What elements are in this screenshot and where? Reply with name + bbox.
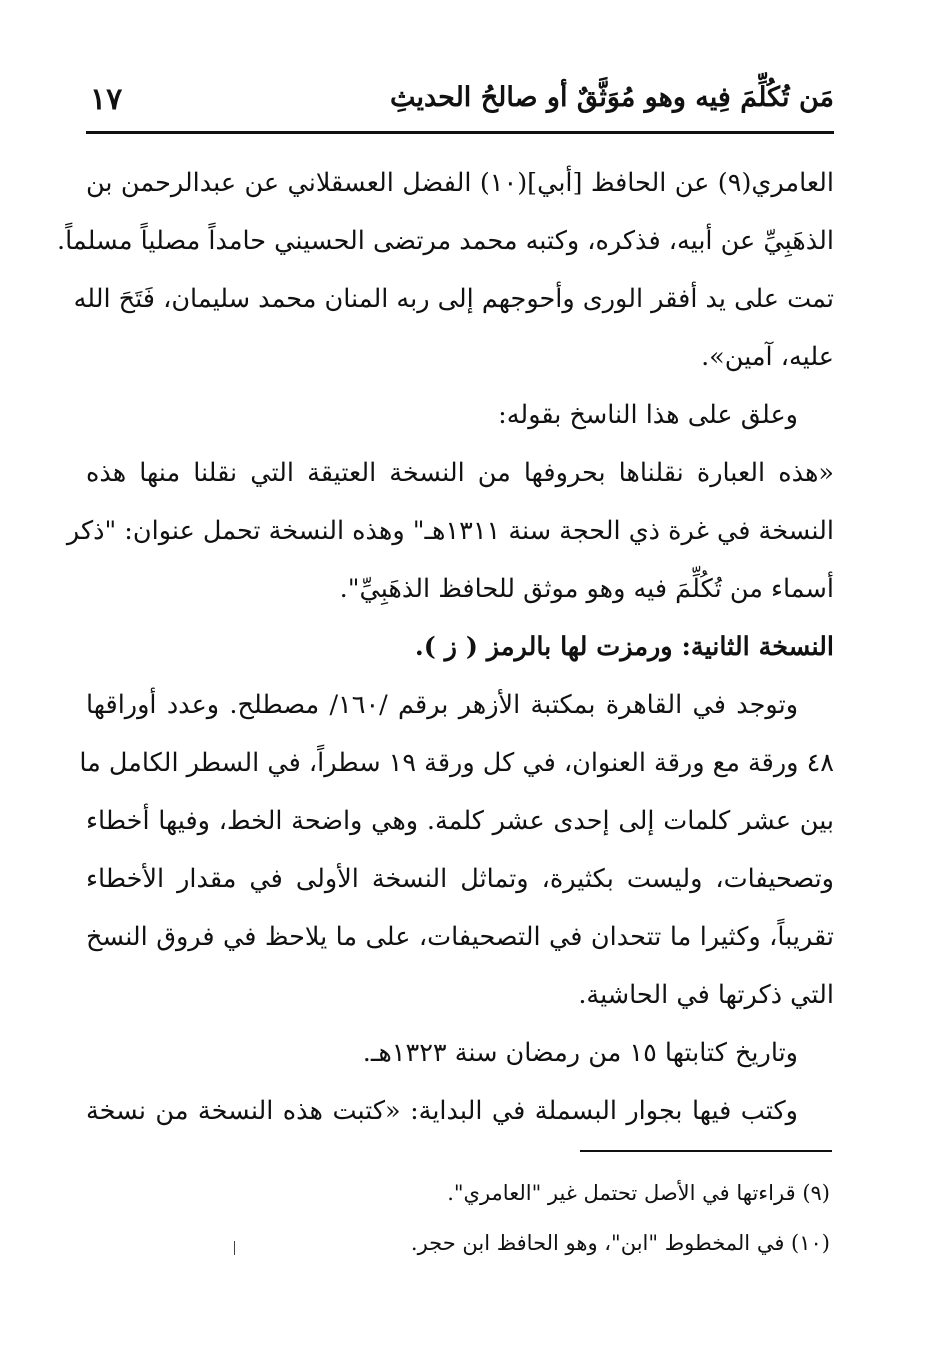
main-text xyxy=(57,154,834,1140)
text-line: العامري(٩) عن الحافظ [أبي](١٠) الفضل العسقلاني عن عبدالرحمن بن xyxy=(86,168,834,198)
text-line: تمت على يد أفقر الورى وأحوجهم إلى ربه المنان محمد سليمان، فَتَحَ الله xyxy=(73,284,834,314)
text-line: النسخة في غرة ذي الحجة سنة ١٣١١هـ" وهذه النسخة تحمل عنوان: "ذكر xyxy=(66,516,834,546)
text-line: وكتب فيها بجوار البسملة في البداية: «كتبت هذه النسخة من نسخة xyxy=(86,1096,798,1126)
page-number: ١٧ xyxy=(90,82,123,117)
running-title: مَن تُكُلِّمَ فِيه وهو مُوَثَّقٌ أو صالحُ الحديثِ xyxy=(389,82,834,113)
text-line: ٤٨ ورقة مع ورقة العنوان، في كل ورقة ١٩ سطراً، في السطر الكامل ما xyxy=(79,748,834,778)
margin-mark xyxy=(234,1241,235,1255)
footnote: (٩) قراءتها في الأصل تحتمل غير "العامري". xyxy=(447,1181,830,1205)
text-line: وتصحيفات، وليست بكثيرة، وتماثل النسخة الأولى في مقدار الأخطاء xyxy=(86,864,834,894)
text-line: عليه، آمين». xyxy=(701,342,834,372)
footnote: (١٠) في المخطوط "ابن"، وهو الحافظ ابن حجر. xyxy=(410,1231,830,1255)
header-rule xyxy=(86,131,834,134)
page-header xyxy=(86,78,834,128)
text-line: وتاريخ كتابتها ١٥ من رمضان سنة ١٣٢٣هـ. xyxy=(362,1038,798,1068)
footnotes xyxy=(86,1168,832,1268)
text-line: «هذه العبارة نقلناها بحروفها من النسخة العتيقة التي نقلنا منها هذه xyxy=(86,458,834,488)
text-line: وتوجد في القاهرة بمكتبة الأزهر برقم /١٦٠/ مصطلح. وعدد أوراقها xyxy=(86,690,799,720)
text-line: تقريباً، وكثيرا ما تتحدان في التصحيفات، على ما يلاحظ في فروق النسخ xyxy=(86,922,834,952)
text-line: التي ذكرتها في الحاشية. xyxy=(578,980,834,1010)
section-heading: النسخة الثانية: ورمزت لها بالرمز ( ز ). xyxy=(414,632,834,662)
footnote-separator xyxy=(580,1150,832,1152)
text-line: بين عشر كلمات إلى إحدى عشر كلمة. وهي واضحة الخط، وفيها أخطاء xyxy=(86,806,834,836)
text-line: وعلق على هذا الناسخ بقوله: xyxy=(498,400,798,430)
text-line: الذهَبِيِّ عن أبيه، فذكره، وكتبه محمد مرتضى الحسيني حامداً مصلياً مسلماً. xyxy=(57,226,834,256)
text-line: أسماء من تُكُلِّمَ فيه وهو موثق للحافظ الذهَبِيِّ". xyxy=(339,574,834,604)
